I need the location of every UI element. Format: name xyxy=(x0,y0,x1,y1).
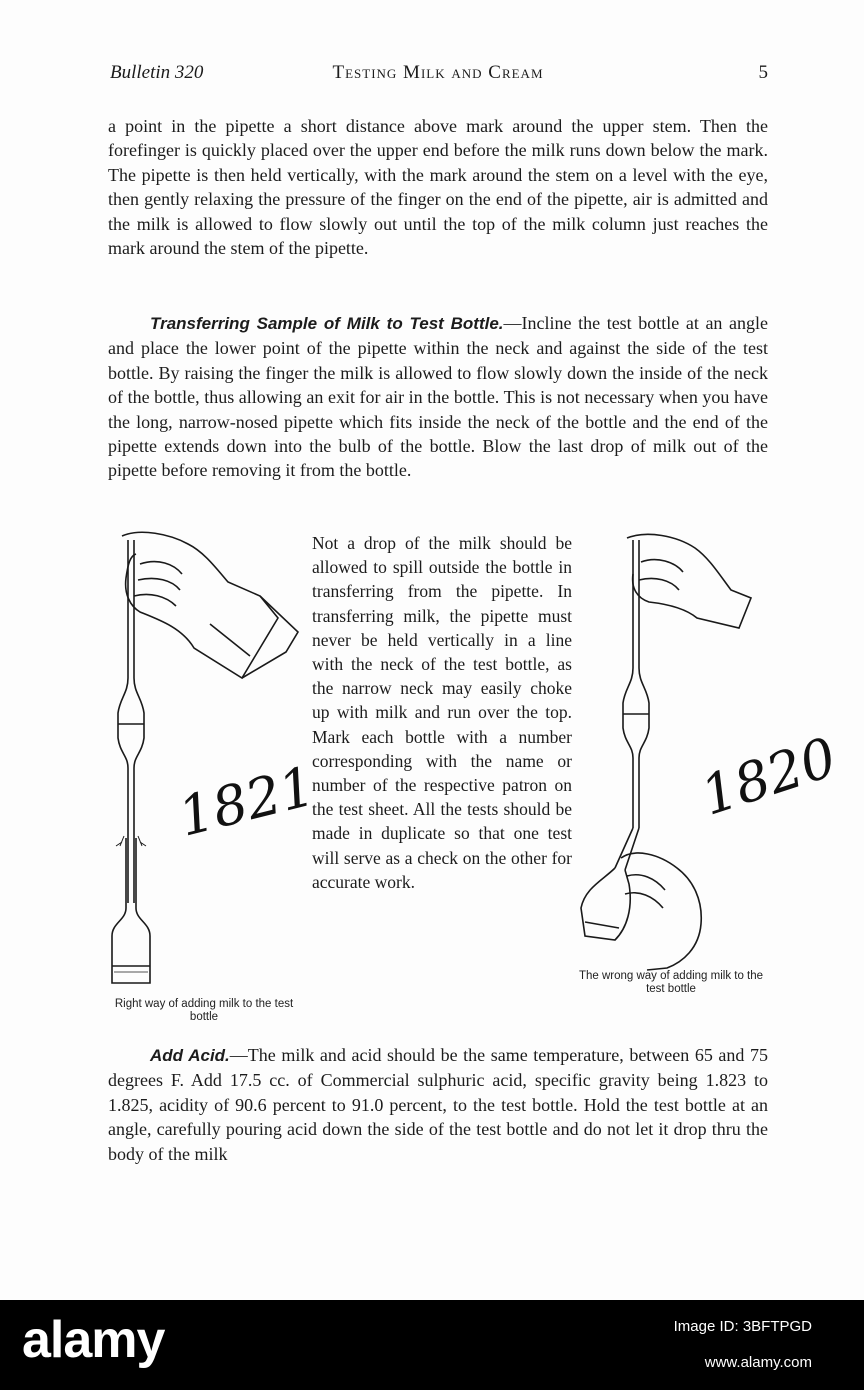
page-number: 5 xyxy=(758,62,768,83)
bulletin-number: Bulletin 320 xyxy=(110,62,204,83)
paragraph-pipette: a point in the pipette a short distance above mark around the upper stem. Then the forefinger is quickly placed over the upper end before the milk runs down below the mark. The pipette is then held vertically, with the mark around the stem on a level with the eye, then gently relaxing the pressure of the finger on the end of the pipette, air is admitted and the milk is allowed to flow slowly out until the top of the milk column just reaches the mark around the stem of the pipette. xyxy=(108,116,768,259)
handwritten-number-1821: 1821 xyxy=(172,754,322,849)
caption-wrong-way: The wrong way of adding milk to the test bottle xyxy=(578,970,764,995)
image-id-label: Image ID: 3BFTPGD xyxy=(673,1318,812,1335)
transferring-body: —Incline the test bottle at an angle and place the lower point of the pipette within the neck and against the side of the test bottle. By raising the finger the milk is allowed to flow slowly down the inside of the neck of the bottle, thus allowing an exit for air in the bottle. This is not necessary when you have the long, narrow-nosed pipette which fits inside the neck of the bottle and the end of the pipette extends down into the bulb of the bottle. Blow the last drop of milk out of the pipette before removing it from the bottle. xyxy=(108,313,768,481)
alamy-logo: alamy xyxy=(22,1311,165,1369)
stock-watermark-bar xyxy=(0,1300,864,1390)
section-heading-add-acid: Add Acid. xyxy=(150,1046,230,1065)
paragraph-add-acid xyxy=(108,1043,768,1166)
paragraph-transferring xyxy=(108,311,768,483)
watermark-url: www.alamy.com xyxy=(704,1354,812,1371)
running-title: Testing Milk and Cream xyxy=(332,62,544,83)
column-text: Not a drop of the milk should be allowed to spill outside the bottle in transferring from the pipette. In transferring milk, the pipette must never be held vertically in a line with the neck of the test bottle, as the narrow neck may easily choke up with milk and run over the top. Mark each bottle with a number corresponding with the name or number of the respective patron on the test sheet. All the tests should be made in duplicate so that one test will serve as a check on the other for accurate work. xyxy=(312,533,572,892)
running-header xyxy=(108,62,768,90)
add-acid-body: —The milk and acid should be the same temperature, between 65 and 75 degrees F. Add 17.5 cc. of Commercial sulphuric acid, specific gravity being 1.823 to 1.825, acidity of 90.6 percent to 91.0 percent, to the test bottle. Hold the test bottle at an angle, carefully pouring acid down the side of the test bottle and do not let it drop thru the body of the milk xyxy=(108,1045,768,1164)
handwritten-number-1820: 1820 xyxy=(693,725,844,828)
section-heading-transferring: Transferring Sample of Milk to Test Bottle. xyxy=(150,314,504,333)
caption-right-way: Right way of adding milk to the test bottle xyxy=(114,998,294,1023)
